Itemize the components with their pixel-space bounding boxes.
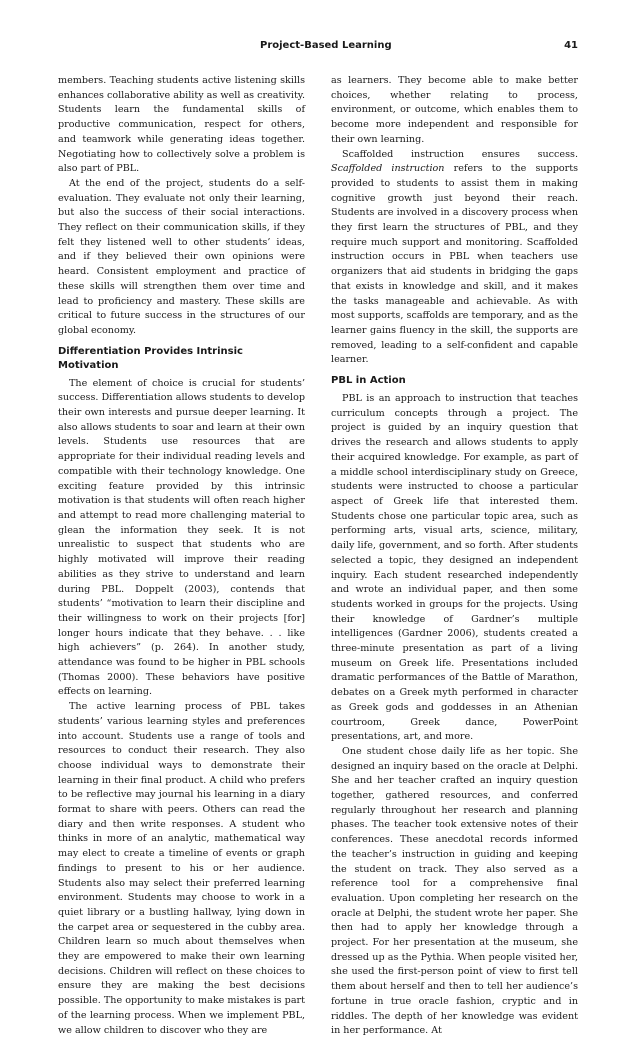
paragraph: At the end of the project, students do a self-evaluation. They evaluate not only their learning, but also the success of their social interactions. They reflect on their communication skills, if they felt they listened well to other students’ ideas, and if they believed their own opinions were heard. Consistent employment and practice of these skills will strengthen them over time and lead to proficiency and mastery. These skills are critical to future success in the structures of our global economy.	[58, 177, 305, 336]
section-heading: PBL in Action	[331, 375, 406, 387]
paragraph: PBL is an approach to instruction that teaches curriculum concepts through a project. The project is guided by an inquiry question that drives the research and allows students to apply their acquired knowledge. For example, as part of a middle school interdisciplinary study on Greece, students were instructed to choose a particular aspect of Greek life that interested them. Students chose one particular topic area, such as performing arts, visual arts, science, military, daily life, government, and so forth. After students selected a topic, they designed an independent inquiry. Each student researched independently and wrote an individual paper, and then some students worked in groups for the projects. Using their knowledge of Gardner’s multiple intelligences (Gardner 2006), students created a three-minute presentation as part of a living museum on Greek life. Presentations included dramatic performances of the Battle of Marathon, debates on a Greek myth performed in character as Greek gods and goddesses in an Athenian courtroom, Greek dance, PowerPoint presentations, art, and more.	[331, 393, 578, 743]
paragraph: One student chose daily life as her topic. She designed an inquiry based on the oracle at Delphi. She and her teacher crafted an inquiry question together, gathered resources, and conferred regularly throughout her research and planning phases. The teacher took extensive notes of their conferences. These anecdotal records informed the teacher’s instruction in guiding and keeping the student on track. They also served as a reference tool for a comprehensive final evaluation. Upon completing her research on the oracle at Delphi, the student wrote her paper. She then had to apply her knowledge through a project. For her presentation at the museum, she dressed up as the Pythia. When people visited her, she used the first-person point of view to first tell them about herself and then to tell her audience’s fortune in true oracle fashion, cryptic and in riddles. The depth of her knowledge was evident in her performance. At	[331, 745, 578, 1037]
running-head	[60, 40, 578, 54]
paragraph: members. Teaching students active listening skills enhances collaborative ability as well as creativity. Students learn the fundamental skills of productive communication, respect for others, and teamwork while generating ideas together. Negotiating how to collectively solve a problem is also part of PBL.	[58, 75, 305, 175]
paragraph	[331, 148, 578, 369]
left-column	[58, 74, 305, 1038]
running-title: Project-Based Learning	[260, 40, 392, 51]
section-heading: Differentiation Provides Intrinsic Motivation	[58, 345, 243, 371]
right-column	[331, 74, 578, 1039]
paragraph: The element of choice is crucial for students’ success. Differentiation allows students to develop their own interests and pursue deeper learning. It also allows students to soar and learn at their own levels. Students use resources that are appropriate for their individual reading levels and compatible with their technology knowledge. One exciting feature provided by this intrinsic motivation is that students will often reach higher and attempt to read more challenging material to glean the information they seek. It is not unrealistic to suspect that students who are highly motivated will improve their reading abilities as they strive to understand and learn during PBL. Doppelt (2003), contends that students’ “motivation to learn their discipline and their willingness to work on their projects [for] longer hours indicate that they behave. . . like high achievers” (p. 264). In another study, attendance was found to be higher in PBL schools (Thomas 2000). These behaviors have positive effects on learning.	[58, 377, 305, 698]
page-number: 41	[564, 40, 578, 51]
paragraph: as learners. They become able to make better choices, whether relating to process, environment, or outcome, which enables them to become more independent and responsible for their own learning.	[331, 75, 578, 145]
paragraph-text: refers to the supports provided to students to assist them in making cognitive growth just beyond their reach. Students are involved in a discovery process when they first learn the structures of PBL, and they require much support and monitoring. Scaffolded instruction occurs in PBL when teachers use organizers that aid students in bridging the gaps that exists in knowledge and skill, and it makes the tasks manageable and achievable. As with most supports, scaffolds are temporary, and as the learner gains fluency in the skill, the supports are removed, leading to a self-confident and capable learner.	[331, 163, 579, 366]
paragraph: The active learning process of PBL takes students’ various learning styles and preferences into account. Students use a range of tools and resources to conduct their research. They also choose individual ways to demonstrate their learning in their final product. A child who prefers to be reflective may journal his learning in a diary format to share with peers. Others can read the diary and then write responses. A student who thinks in more of an analytic, mathematical way may elect to create a timeline of events or graph findings to present to his or her audience. Students also may select their preferred learning environment. Students may choose to work in a quiet library or a bustling hallway, lying down in the carpet area or sequestered in the cubby area. Children learn so much about themselves when they are empowered to make their own learning decisions. Children will reflect on these choices to ensure they are making the best decisions possible. The opportunity to make mistakes is part of the learning process. When we implement PBL, we allow children to discover who they are	[58, 701, 305, 1036]
emphasis-term: Scaffolded instruction	[331, 163, 445, 175]
paragraph-text: Scaffolded instruction ensures success.	[342, 148, 578, 160]
